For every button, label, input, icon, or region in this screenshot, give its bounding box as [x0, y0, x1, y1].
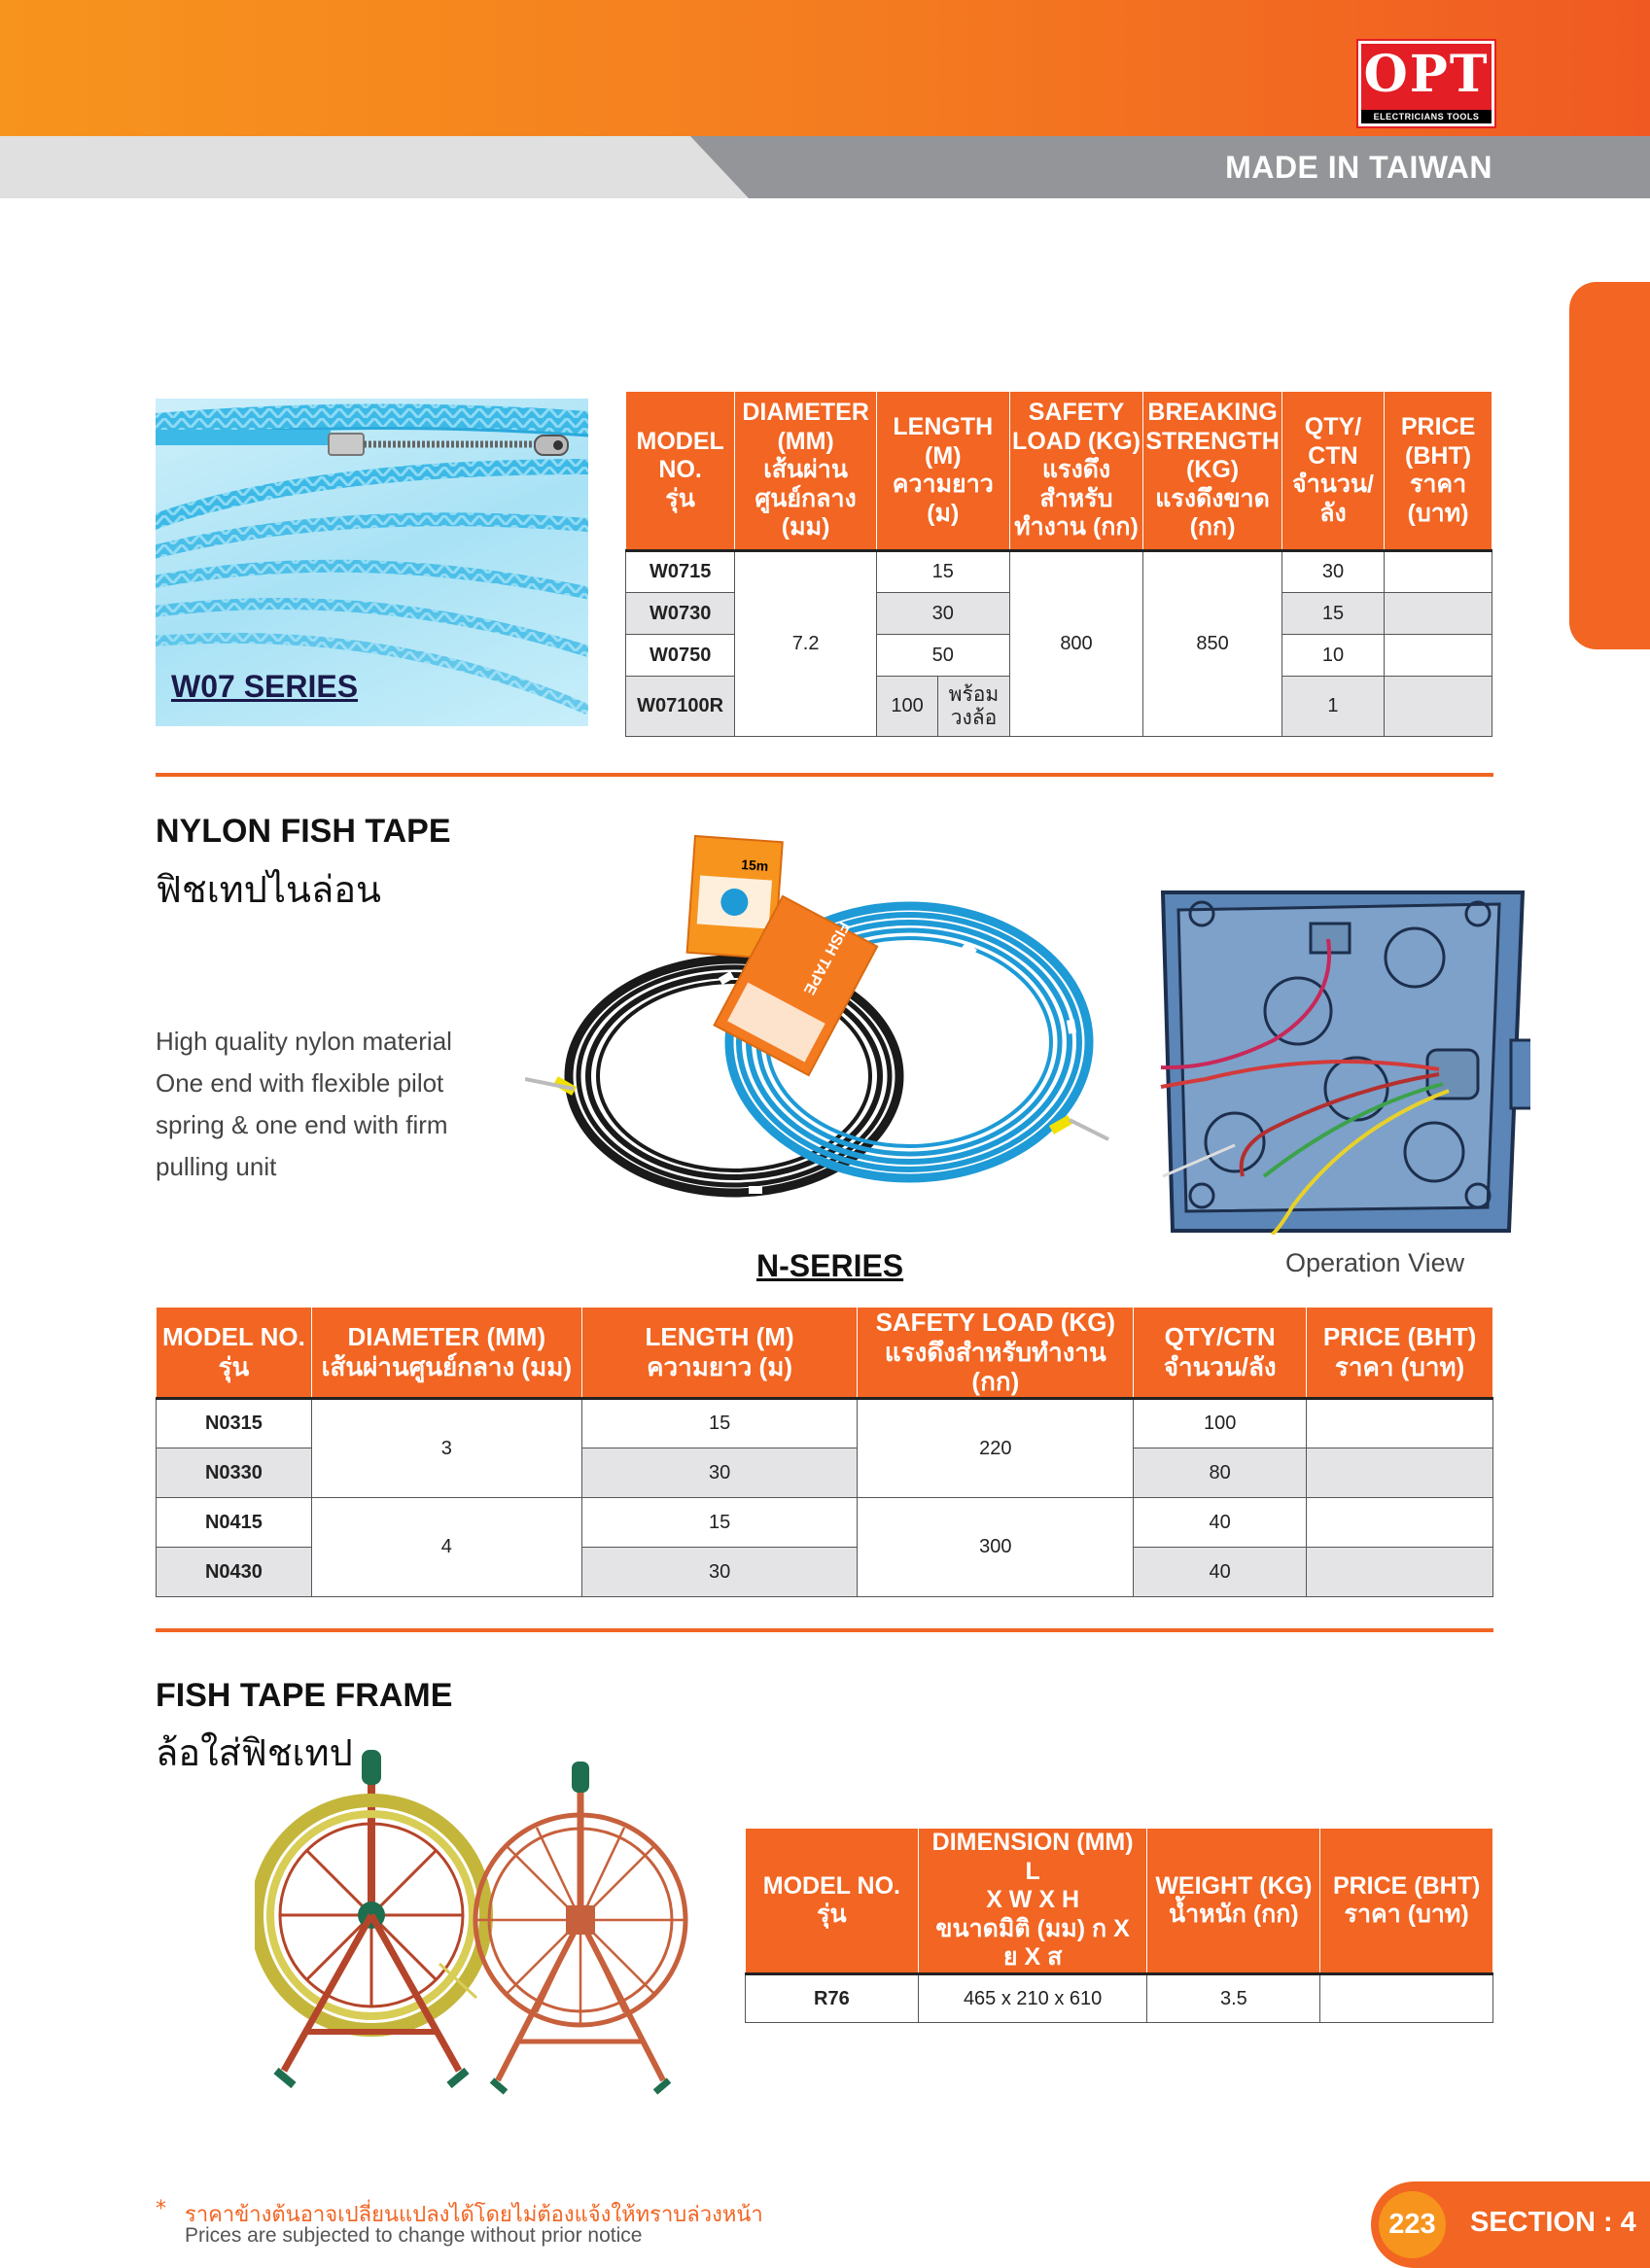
- side-section-tab: [1569, 282, 1650, 649]
- w07-length-cell: 50: [876, 635, 1009, 677]
- w07-series-label: W07 SERIES: [171, 669, 359, 704]
- w07-header-diameter: DIAMETER (MM) เส้นผ่าน ศูนย์กลาง (มม): [735, 392, 877, 551]
- r-weight-cell: 3.5: [1147, 1974, 1320, 2023]
- w07-header-price: PRICE (BHT) ราคา (บาท): [1385, 392, 1492, 551]
- n-qty-cell: 40: [1134, 1548, 1307, 1597]
- n-header-diameter: DIAMETER (MM) เส้นผ่านศูนย์กลาง (มม): [311, 1308, 581, 1399]
- n-header-price: PRICE (BHT) ราคา (บาท): [1307, 1308, 1493, 1399]
- disclaimer-asterisk: *: [156, 2197, 166, 2221]
- w07-diameter-cell: 7.2: [735, 551, 877, 737]
- description-line: pulling unit: [156, 1152, 277, 1181]
- page-number: 223: [1379, 2191, 1446, 2258]
- w07-qty-cell: 10: [1281, 635, 1384, 677]
- r-price-cell: [1320, 1974, 1493, 2023]
- r-dimension-cell: 465 x 210 x 610: [918, 1974, 1147, 2023]
- section-divider: [156, 773, 1493, 777]
- w07-qty-cell: 15: [1281, 593, 1384, 635]
- n-length-cell: 15: [581, 1498, 858, 1548]
- package-brand-text: FISH TAPE: [799, 919, 853, 997]
- w07-qty-cell: 30: [1281, 551, 1384, 593]
- r-header-model: MODEL NO. รุ่น: [746, 1829, 919, 1974]
- n-price-cell: [1307, 1548, 1493, 1597]
- nylon-fish-tape-photo: [525, 828, 1128, 1213]
- w07-length-cell: 100: [876, 677, 937, 737]
- n-diameter-cell: 4: [311, 1498, 581, 1597]
- w07-header-safety-load: SAFETY LOAD (KG) แรงดึง สำหรับ ทำงาน (กก): [1009, 392, 1143, 551]
- n-diameter-cell: 3: [311, 1399, 581, 1498]
- n-price-cell: [1307, 1448, 1493, 1498]
- n-qty-cell: 80: [1134, 1448, 1307, 1498]
- package-length-text: 15m: [740, 856, 769, 874]
- logo-text: OPT: [1363, 45, 1490, 104]
- w07-spec-table: [625, 391, 1492, 737]
- w07-model-cell: W0750: [626, 635, 735, 677]
- n-qty-cell: 40: [1134, 1498, 1307, 1548]
- opt-logo: [1358, 41, 1494, 126]
- n-price-cell: [1307, 1399, 1493, 1448]
- table-row: [626, 551, 1492, 593]
- junction-box-icon: [1157, 885, 1530, 1235]
- n-series-label: N-SERIES: [756, 1248, 904, 1283]
- w07-length-cell: 15: [876, 551, 1009, 593]
- r-model-cell: R76: [746, 1974, 919, 2023]
- w07-product-photo: [156, 399, 588, 726]
- n-header-safety-load: SAFETY LOAD (KG) แรงดึงสำหรับทำงาน (กก): [858, 1308, 1134, 1399]
- section-label: SECTION : 4: [1470, 2207, 1636, 2238]
- w07-safety-load-cell: 800: [1009, 551, 1143, 737]
- reel-frame-icon: [255, 1750, 702, 2100]
- n-header-qty: QTY/CTN จำนวน/ลัง: [1134, 1308, 1307, 1399]
- n-length-cell: 15: [581, 1399, 858, 1448]
- n-model-cell: N0430: [157, 1548, 312, 1597]
- logo-subtitle: ELECTRICIANS TOOLS: [1361, 110, 1492, 123]
- made-in-label: MADE IN TAIWAN: [1225, 150, 1492, 185]
- header-gray-tab: [690, 136, 1650, 198]
- n-qty-cell: 100: [1134, 1399, 1307, 1448]
- w07-header-breaking-strength: BREAKING STRENGTH (KG) แรงดึงขาด (กก): [1143, 392, 1282, 551]
- operation-view-diagram: [1157, 885, 1530, 1235]
- n-safety-load-cell: 220: [858, 1399, 1134, 1498]
- frame-section-title: FISH TAPE FRAME: [156, 1677, 453, 1714]
- operation-view-caption: Operation View: [1285, 1248, 1465, 1277]
- w07-model-cell: W07100R: [626, 677, 735, 737]
- n-model-cell: N0330: [157, 1448, 312, 1498]
- w07-price-cell: [1385, 551, 1492, 593]
- n-model-cell: N0415: [157, 1498, 312, 1548]
- w07-header-model: MODEL NO. รุ่น: [626, 392, 735, 551]
- w07-price-cell: [1385, 593, 1492, 635]
- w07-price-cell: [1385, 677, 1492, 737]
- frame-spec-table: [745, 1828, 1493, 2023]
- w07-header-length: LENGTH (M) ความยาว (ม): [876, 392, 1009, 551]
- n-length-cell: 30: [581, 1448, 858, 1498]
- table-row: [746, 1974, 1493, 2023]
- r-header-dimension: DIMENSION (MM) L X W X H ขนาดมิติ (มม) ก X ย X ส: [918, 1829, 1147, 1974]
- frame-section-subtitle: ล้อใส่ฟิชเทป: [156, 1731, 353, 1774]
- w07-model-cell: W0730: [626, 593, 735, 635]
- w07-model-cell: W0715: [626, 551, 735, 593]
- w07-qty-cell: 1: [1281, 677, 1384, 737]
- w07-length-cell: 30: [876, 593, 1009, 635]
- description-line: One end with flexible pilot: [156, 1068, 444, 1098]
- fish-tape-frame-photo: [255, 1750, 702, 2100]
- r-header-price: PRICE (BHT) ราคา (บาท): [1320, 1829, 1493, 1974]
- section-divider: [156, 1628, 1493, 1632]
- n-safety-load-cell: 300: [858, 1498, 1134, 1597]
- disclaimer-thai: ราคาข้างต้นอาจเปลี่ยนแปลงได้โดยไม่ต้องแจ้งให้ทราบล่วงหน้า: [185, 2203, 763, 2227]
- n-price-cell: [1307, 1498, 1493, 1548]
- nylon-description: [156, 1021, 486, 1188]
- w07-price-cell: [1385, 635, 1492, 677]
- table-row: [157, 1399, 1493, 1448]
- nylon-section-title: NYLON FISH TAPE: [156, 813, 451, 850]
- nylon-section-subtitle: ฟิชเทปไนล่อน: [156, 868, 382, 911]
- n-header-length: LENGTH (M) ความยาว (ม): [581, 1308, 858, 1399]
- n-length-cell: 30: [581, 1548, 858, 1597]
- r-header-weight: WEIGHT (KG) น้ำหนัก (กก): [1147, 1829, 1320, 1974]
- w07-breaking-strength-cell: 850: [1143, 551, 1282, 737]
- n-series-spec-table: [156, 1307, 1493, 1597]
- description-line: High quality nylon material: [156, 1027, 452, 1056]
- n-model-cell: N0315: [157, 1399, 312, 1448]
- page-footer-tab: [1371, 2181, 1650, 2268]
- disclaimer-english: Prices are subjected to change without prior notice: [185, 2224, 643, 2247]
- description-line: spring & one end with firm: [156, 1110, 448, 1139]
- fish-tape-coils-icon: [525, 828, 1128, 1213]
- table-row: [157, 1498, 1493, 1548]
- n-header-model: MODEL NO. รุ่น: [157, 1308, 312, 1399]
- w07-length-note-cell: พร้อม วงล้อ: [938, 677, 1010, 737]
- w07-header-qty: QTY/ CTN จำนวน/ ลัง: [1281, 392, 1384, 551]
